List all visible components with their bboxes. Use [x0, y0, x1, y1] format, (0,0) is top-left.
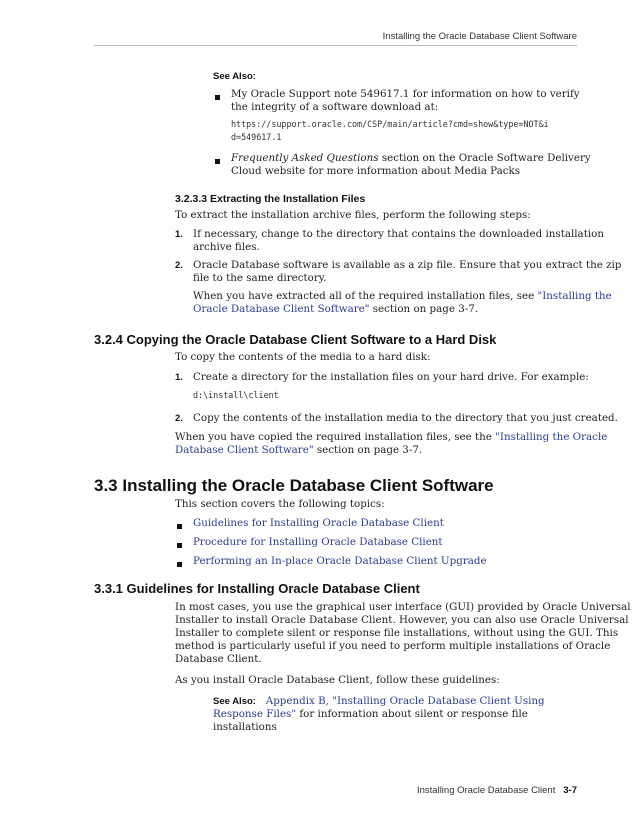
see-also-label: See Also:: [213, 71, 256, 82]
bullet-icon: [177, 562, 182, 567]
topic-link-upgrade[interactable]: Performing an In-place Oracle Database Client Upgrade: [193, 555, 487, 567]
see-also-item-text: Frequently Asked Questions section on the Oracle Software Delivery Cloud website for more information about Media Packs: [231, 152, 591, 177]
step-text: Create a directory for the installation files on your hard drive. For example:: [193, 371, 589, 383]
step-text: Copy the contents of the installation media to the directory that you just created.: [193, 412, 618, 424]
step-number: 1.: [175, 372, 183, 383]
code-example: d:\install\client: [193, 390, 279, 400]
faq-title: Frequently Asked Questions: [231, 152, 379, 164]
section-heading-3-3: 3.3 Installing the Oracle Database Client Software: [94, 476, 494, 495]
link-installing-client-software-cont[interactable]: Oracle Database Client Software": [193, 303, 370, 315]
page-number: 3-7: [563, 785, 577, 796]
section-heading-3-3-1: 3.3.1 Guidelines for Installing Oracle Database Client: [94, 581, 420, 596]
bullet-icon: [215, 159, 220, 164]
footer-title: Installing Oracle Database Client: [416, 785, 556, 796]
guidelines-paragraph: In most cases, you use the graphical user interface (GUI) provided by Oracle Universal Installer to install Oracle Database Client. However, you can also use Oracle Universal Installer to complete silent or response file installations, without using the GUI. This method is particularly useful if you need to perform multiple installations of Oracle Database Client.: [175, 601, 631, 665]
section-heading-3-2-4: 3.2.4 Copying the Oracle Database Client Software to a Hard Disk: [94, 332, 497, 347]
bullet-icon: [177, 524, 182, 529]
cross-reference-note: When you have copied the required installation files, see the "Installing the Oracle Database Client Software" section on page 3-7.: [175, 431, 608, 456]
bullet-icon: [177, 543, 182, 548]
support-url: https://support.oracle.com/CSP/main/article?cmd=show&type=NOT&i d=549617.1: [231, 119, 549, 142]
step-number: 2.: [175, 413, 183, 424]
see-also-item-text: My Oracle Support note 549617.1 for information on how to verify the integrity of a software download at:: [231, 88, 580, 113]
step-text: Oracle Database software is available as a zip file. Ensure that you extract the zip file to the same directory.: [193, 259, 622, 284]
see-also-label: See Also:: [213, 696, 256, 707]
cross-reference-note: When you have extracted all of the required installation files, see "Installing the Oracle Database Client Software" section on page 3-7.: [193, 290, 612, 315]
topic-link-guidelines[interactable]: Guidelines for Installing Oracle Database Client: [193, 517, 444, 529]
link-installing-client-software-cont[interactable]: Database Client Software": [175, 444, 314, 456]
section-intro: This section covers the following topics:: [175, 498, 385, 510]
see-also-box: See Also: Appendix B, "Installing Oracle Database Client Using Response Files" for information about silent or response file installations: [213, 695, 545, 733]
running-header: Installing the Oracle Database Client Software: [382, 31, 577, 42]
step-number: 1.: [175, 229, 183, 240]
section-intro: To copy the contents of the media to a hard disk:: [175, 351, 431, 363]
link-installing-client-software[interactable]: "Installing the: [537, 290, 612, 302]
running-footer: [417, 785, 577, 796]
section-heading-3-2-3-3: 3.2.3.3 Extracting the Installation Files: [175, 193, 366, 205]
link-appendix-b[interactable]: Appendix B, "Installing Oracle Database Client Using: [265, 695, 545, 707]
step-number: 2.: [175, 260, 183, 271]
topic-link-procedure[interactable]: Procedure for Installing Oracle Database Client: [193, 536, 443, 548]
link-installing-client-software[interactable]: "Installing the Oracle: [495, 431, 608, 443]
bullet-icon: [215, 95, 220, 100]
section-intro: To extract the installation archive files, perform the following steps:: [175, 209, 531, 221]
step-text: If necessary, change to the directory that contains the downloaded installation archive files.: [193, 228, 604, 253]
guidelines-follow: As you install Oracle Database Client, follow these guidelines:: [175, 674, 500, 686]
header-rule: [94, 45, 577, 46]
link-appendix-b-cont[interactable]: Response Files": [213, 708, 297, 720]
